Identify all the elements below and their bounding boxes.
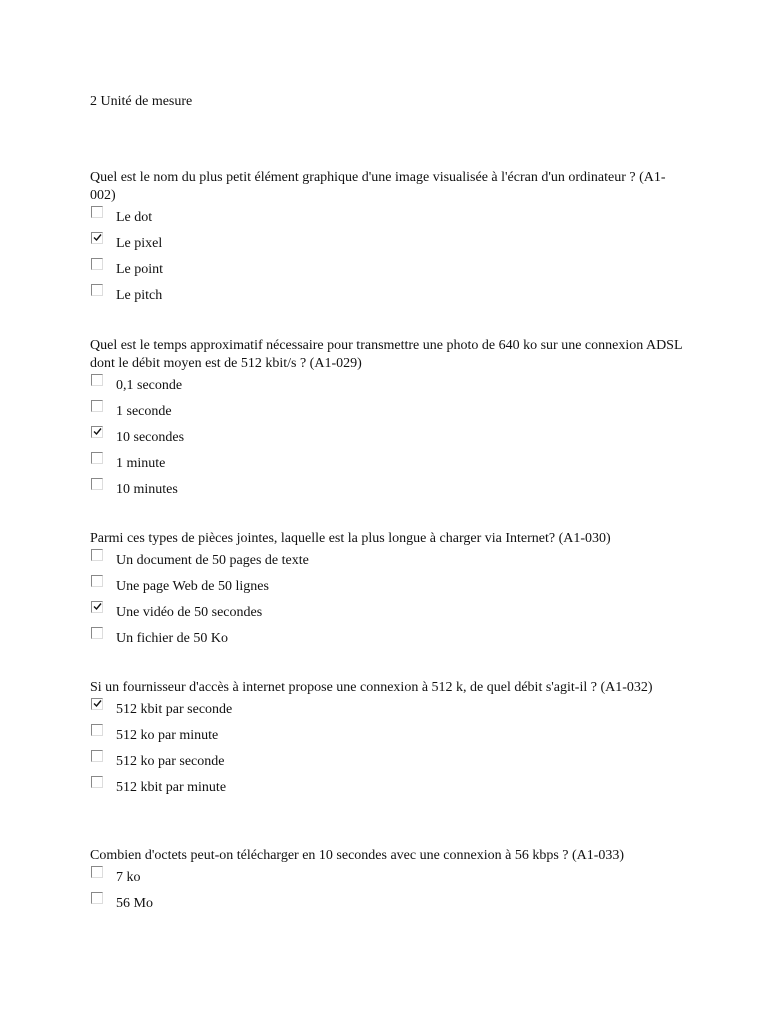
checkbox[interactable]: [91, 866, 103, 878]
checkbox[interactable]: [91, 698, 103, 710]
checkmark-icon: [93, 233, 102, 242]
checkbox[interactable]: [91, 426, 103, 438]
checkbox[interactable]: [91, 892, 103, 904]
question-text: Quel est le nom du plus petit élément graphique d'une image visualisée à l'écran d'un ordinateur ? (A1-002): [90, 170, 666, 203]
options-list: [90, 205, 690, 309]
question-3: [90, 530, 690, 652]
checkbox[interactable]: [91, 400, 103, 412]
checkbox[interactable]: [91, 258, 103, 270]
question-text: Si un fournisseur d'accès à internet propose une connexion à 512 k, de quel débit s'agit-il ? (A1-032): [90, 680, 653, 695]
checkbox[interactable]: [91, 452, 103, 464]
option-item[interactable]: [90, 451, 690, 477]
option-label: 512 ko par minute: [116, 728, 219, 743]
option-item[interactable]: [90, 600, 690, 626]
option-item[interactable]: [90, 891, 690, 917]
section-title: 2 Unité de mesure: [90, 94, 193, 109]
option-item[interactable]: [90, 399, 690, 425]
checkbox[interactable]: [91, 284, 103, 296]
option-item[interactable]: [90, 626, 690, 652]
option-label: 1 minute: [116, 456, 166, 471]
option-label: 10 minutes: [116, 482, 178, 497]
question-2: [90, 337, 690, 503]
question-text: Quel est le temps approximatif nécessaire pour transmettre une photo de 640 ko sur une connexion ADSL dont le débit moyen est de 512 kbit/s ? (A1-029): [90, 338, 682, 371]
question-text: Parmi ces types de pièces jointes, laquelle est la plus longue à charger via Internet? (A1-030): [90, 531, 611, 546]
option-item[interactable]: [90, 723, 690, 749]
option-label: 7 ko: [116, 870, 141, 885]
checkbox[interactable]: [91, 232, 103, 244]
checkbox[interactable]: [91, 776, 103, 788]
option-label: Une vidéo de 50 secondes: [116, 605, 263, 620]
checkbox[interactable]: [91, 750, 103, 762]
checkbox[interactable]: [91, 478, 103, 490]
options-list: [90, 865, 690, 917]
option-label: Un fichier de 50 Ko: [116, 631, 228, 646]
option-label: 512 kbit par minute: [116, 780, 227, 795]
checkbox[interactable]: [91, 575, 103, 587]
option-label: 512 kbit par seconde: [116, 702, 233, 717]
option-label: 56 Mo: [116, 896, 153, 911]
checkbox[interactable]: [91, 627, 103, 639]
option-item[interactable]: [90, 865, 690, 891]
checkbox[interactable]: [91, 601, 103, 613]
options-list: [90, 697, 690, 801]
option-label: Le point: [116, 262, 164, 277]
question-4: [90, 679, 690, 801]
option-label: Le dot: [116, 210, 153, 225]
option-item[interactable]: [90, 749, 690, 775]
option-item[interactable]: [90, 477, 690, 503]
option-label: Le pitch: [116, 288, 163, 303]
options-list: [90, 373, 690, 503]
option-item[interactable]: [90, 697, 690, 723]
option-label: Un document de 50 pages de texte: [116, 553, 309, 568]
option-label: 0,1 seconde: [116, 378, 183, 393]
checkmark-icon: [93, 699, 102, 708]
option-item[interactable]: [90, 231, 690, 257]
checkmark-icon: [93, 602, 102, 611]
question-1: [90, 169, 690, 309]
option-item[interactable]: [90, 283, 690, 309]
option-item[interactable]: [90, 205, 690, 231]
option-item[interactable]: [90, 373, 690, 399]
option-label: Une page Web de 50 lignes: [116, 579, 269, 594]
option-label: 512 ko par seconde: [116, 754, 225, 769]
option-item[interactable]: [90, 425, 690, 451]
question-5: [90, 847, 690, 917]
options-list: [90, 548, 690, 652]
option-label: Le pixel: [116, 236, 163, 251]
option-item[interactable]: [90, 257, 690, 283]
checkbox[interactable]: [91, 206, 103, 218]
option-item[interactable]: [90, 548, 690, 574]
option-item[interactable]: [90, 574, 690, 600]
option-item[interactable]: [90, 775, 690, 801]
option-label: 10 secondes: [116, 430, 185, 445]
question-text: Combien d'octets peut-on télécharger en 10 secondes avec une connexion à 56 kbps ? (A1-033): [90, 848, 625, 863]
checkbox[interactable]: [91, 724, 103, 736]
checkbox[interactable]: [91, 374, 103, 386]
option-label: 1 seconde: [116, 404, 172, 419]
checkmark-icon: [93, 427, 102, 436]
checkbox[interactable]: [91, 549, 103, 561]
